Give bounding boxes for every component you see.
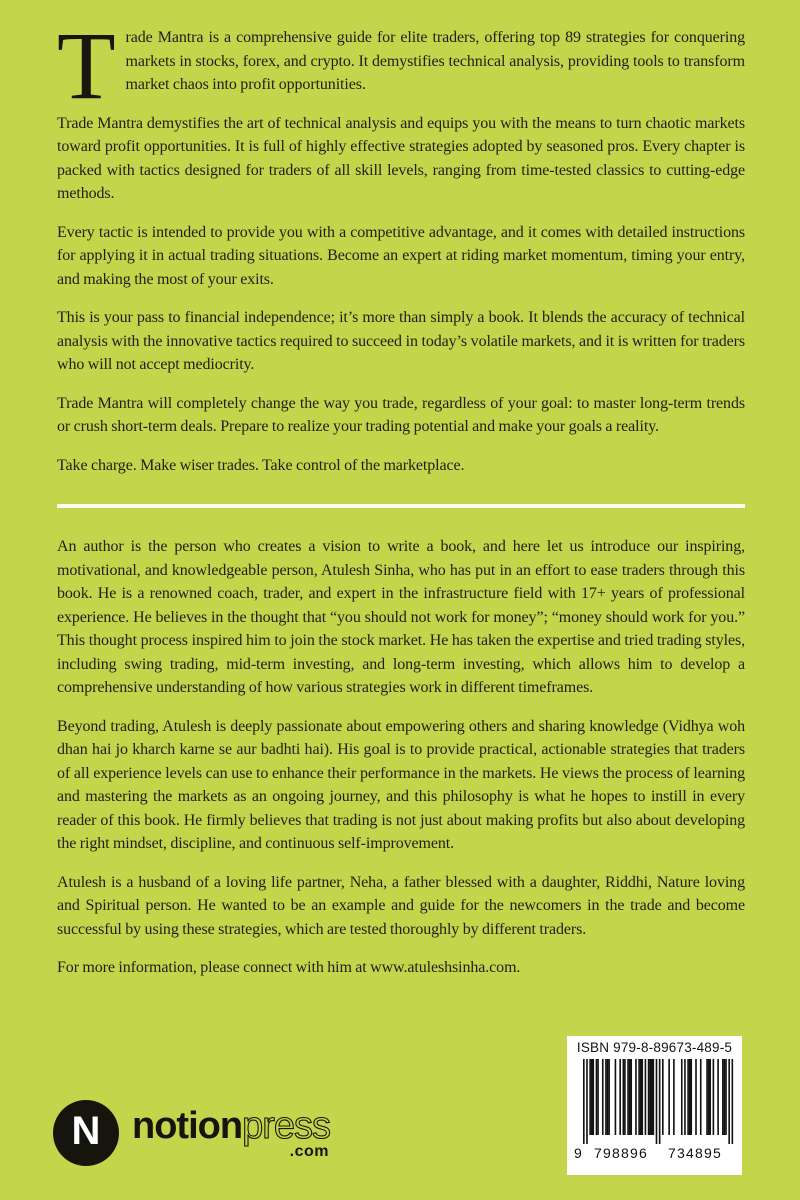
svg-text:798896: 798896: [594, 1145, 648, 1161]
synopsis-paragraph-3: Every tactic is intended to provide you with a competitive advantage, and it comes with detailed instructions for applying it in actual trading situations. Become an expert at riding market momentum, timing your entry, and making the most of your exits.: [57, 223, 745, 288]
svg-text:9: 9: [574, 1145, 583, 1161]
synopsis-paragraph-5: Trade Mantra will completely change the way you trade, regardless of your goal: to master long-term trends or crush short-term deals. Prepare to realize your trading potential and make your goals a reality.: [57, 394, 745, 435]
isbn-barcode-box: [567, 1036, 742, 1175]
author-bio-paragraph-3: Atulesh is a husband of a loving life partner, Neha, a father blessed with a daughter, Riddhi, Nature loving and Spiritual person. He wanted to be an example and guide for the newcomers in the trade and become successful by using these strategies, which are tested thoroughly by different traders.: [57, 873, 745, 938]
wordmark-press: press: [242, 1105, 330, 1147]
back-cover-text: [57, 12, 745, 995]
tagline: Take charge. Make wiser trades. Take control of the marketplace.: [57, 456, 465, 474]
barcode: [573, 1057, 736, 1169]
wordmark-domain: .com: [289, 1143, 329, 1160]
synopsis-opening-text: rade Mantra is a comprehensive guide for elite traders, offering top 89 strategies for conquering markets in stocks, forex, and crypto. It demystifies technical analysis, providing tools to transform market chaos into profit opportunities.: [125, 29, 745, 93]
drop-cap-letter: T: [57, 12, 116, 119]
author-bio-paragraph-1: An author is the person who creates a vision to write a book, and here let us introduce our inspiring, motivational, and knowledgeable person, Atulesh Sinha, who has put in an effort to ease traders through this book. He is a renowned coach, trader, and expert in the infrastructure field with 17+ years of professional experience. He believes in the thought that “you should not work for money”; “money should work for you.” This thought process inspired him to join the stock market. He has taken the expertise and tried trading styles, including swing trading, mid-term investing, and long-term investing, which allows him to develop a comprehensive understanding of how various strategies work in different timeframes.: [57, 538, 745, 696]
synopsis-opening-paragraph: [57, 12, 745, 119]
logo-n-letter: N: [71, 1108, 101, 1153]
section-divider: [57, 504, 745, 508]
contact-line: For more information, please connect with him at www.atuleshsinha.com.: [57, 959, 521, 976]
author-bio-paragraph-2: Beyond trading, Atulesh is deeply passionate about empowering others and sharing knowledge (Vidhya woh dhan hai jo kharch karne se aur badhti hai). His goal is to provide practical, actionable strategies that traders of all experience levels can use to enhance their performance in the markets. He views the process of learning and mastering the markets as an ongoing journey, and this philosophy is what he hopes to instill in every reader of this book. He firmly believes that trading is not just about making profits but also about developing the right mindset, discipline, and continuous self-improvement.: [57, 717, 745, 852]
publisher-wordmark: [132, 1107, 330, 1159]
svg-text:734895: 734895: [668, 1145, 722, 1161]
synopsis-paragraph-4: This is your pass to financial independence; it’s more than simply a book. It blends the accuracy of technical analysis with the innovative tactics required to succeed in today’s volatile markets, and it is written for traders who will not accept mediocrity.: [57, 309, 745, 373]
notionpress-logo-icon: [53, 1100, 119, 1166]
publisher-logo: [53, 1100, 330, 1166]
wordmark-notion: notion: [132, 1105, 243, 1147]
synopsis-paragraph-2: Trade Mantra demystifies the art of technical analysis and equips you with the means to turn chaotic markets toward profit opportunities. It is full of highly effective strategies adopted by seasoned pros. Every chapter is packed with tactics designed for traders of all skill levels, ranging from time-tested classics to cutting-edge methods.: [57, 114, 745, 202]
isbn-label: ISBN 979-8-89673-489-5: [576, 1040, 733, 1055]
